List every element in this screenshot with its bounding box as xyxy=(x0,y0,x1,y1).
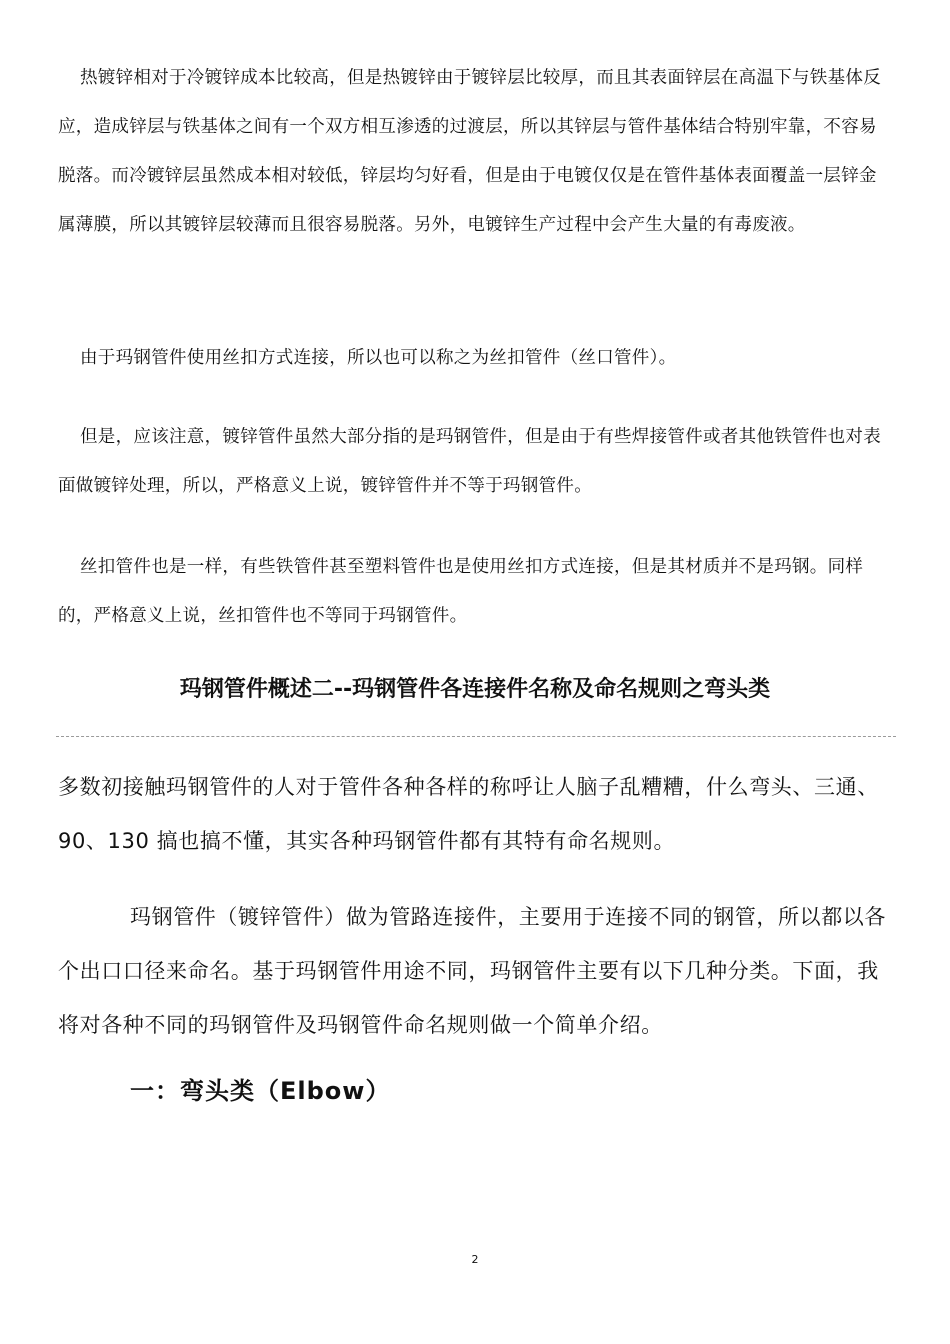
paragraph-threaded-note: 丝扣管件也是一样，有些铁管件甚至塑料管件也是使用丝扣方式连接，但是其材质并不是玛钢。同样的，严格意义上说，丝扣管件也不等同于玛钢管件。 xyxy=(58,557,864,626)
dashed-divider xyxy=(56,736,896,737)
subheading-elbow: 一：弯头类（Elbow） xyxy=(130,1077,391,1105)
paragraph-threaded-fittings: 由于玛钢管件使用丝扣方式连接，所以也可以称之为丝扣管件（丝口管件）。 xyxy=(80,348,677,368)
paragraph-intro: 多数初接触玛钢管件的人对于管件各种各样的称呼让人脑子乱糟糟，什么弯头、三通、90、130 搞也搞不懂，其实各种玛钢管件都有其特有命名规则。 xyxy=(58,775,879,853)
paragraph-naming-rules: 玛钢管件（镀锌管件）做为管路连接件，主要用于连接不同的钢管，所以都以各个出口口径来命名。基于玛钢管件用途不同，玛钢管件主要有以下几种分类。下面，我将对各种不同的玛钢管件及玛钢管件命名规则做一个简单介绍。 xyxy=(58,905,886,1037)
paragraph-hot-dip-galvanizing: 热镀锌相对于冷镀锌成本比较高，但是热镀锌由于镀锌层比较厚，而且其表面锌层在高温下与铁基体反应，造成锌层与铁基体之间有一个双方相互渗透的过渡层，所以其锌层与管件基体结合特别牢靠，不容易脱落。而冷镀锌层虽然成本相对较低，锌层均匀好看，但是由于电镀仅仅是在管件基体表面覆盖一层锌金属薄膜，所以其镀锌层较薄而且很容易脱落。另外，电镀锌生产过程中会产生大量的有毒废液。 xyxy=(58,68,881,235)
section-title: 玛钢管件概述二--玛钢管件各连接件名称及命名规则之弯头类 xyxy=(179,677,771,702)
page-number: 2 xyxy=(471,1253,479,1266)
paragraph-galvanized-note: 但是，应该注意，镀锌管件虽然大部分指的是玛钢管件，但是由于有些焊接管件或者其他铁管件也对表面做镀锌处理，所以，严格意义上说，镀锌管件并不等于玛钢管件。 xyxy=(58,427,881,496)
